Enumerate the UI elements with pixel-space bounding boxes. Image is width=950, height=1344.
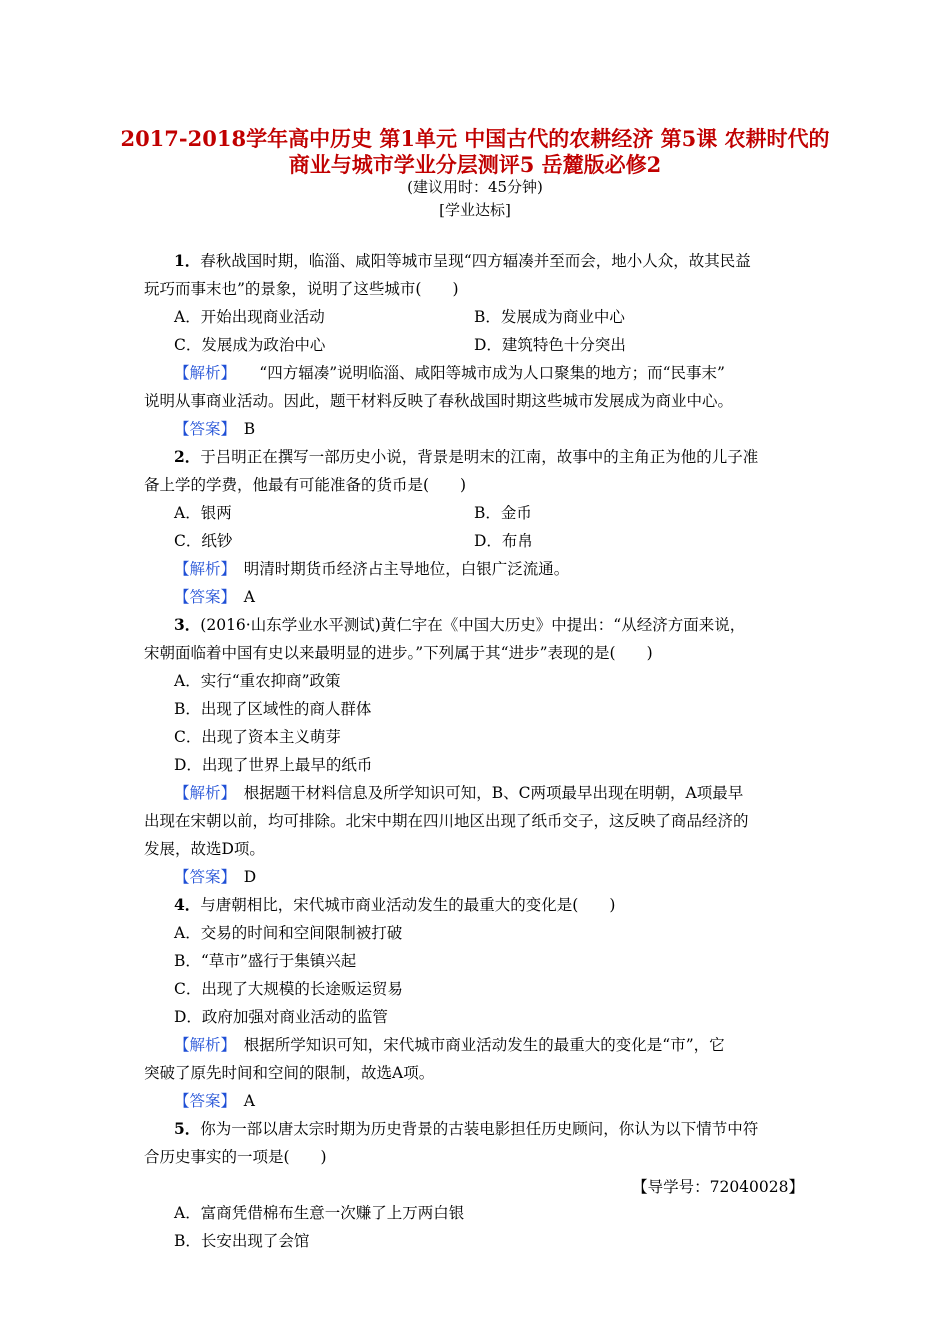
- q3-answer: 【答案】 D: [174, 868, 257, 886]
- q5-stem-line1: 5．你为一部以唐太宗时期为历史背景的古装电影担任历史顾问，你认为以下情节中符: [174, 1119, 759, 1138]
- q4-option-d: D．政府加强对商业活动的监管: [174, 1008, 388, 1026]
- q1-option-a: A．开始出现商业活动: [174, 308, 325, 326]
- section-heading: [学业达标]: [439, 201, 511, 219]
- q1-analysis-line1: 【解析】 “四方辐凑”说明临淄、咸阳等城市成为人口聚集的地方；而“民事末”: [174, 364, 725, 382]
- q2-stem-line2: 备上学的学费，他最有可能准备的货币是( ): [144, 476, 467, 494]
- q4-stem-line1: 4．与唐朝相比，宋代城市商业活动发生的最重大的变化是( ): [174, 895, 616, 914]
- document-title: 2017-2018学年高中历史 第1单元 中国古代的农耕经济 第5课 农耕时代的商业与城市学业分层测评5 岳麓版必修2: [120, 126, 830, 177]
- q4-option-a: A．交易的时间和空间限制被打破: [174, 924, 403, 942]
- q5-stem-line2: 合历史事实的一项是( ): [144, 1148, 327, 1166]
- q5-option-b: B．长安出现了会馆: [174, 1232, 310, 1250]
- q1-answer: 【答案】 B: [174, 420, 256, 438]
- q2-answer: 【答案】 A: [174, 588, 255, 606]
- q2-analysis-line1: 【解析】 明清时期货币经济占主导地位，白银广泛流通。: [174, 560, 570, 578]
- q1-option-b: B．发展成为商业中心: [474, 308, 625, 326]
- q2-option-b: B．金币: [474, 504, 532, 522]
- q1-analysis-line2: 说明从事商业活动。因此，题干材料反映了春秋战国时期这些城市发展成为商业中心。: [144, 392, 734, 410]
- q1-stem-line2: 玩巧而事末也”的景象，说明了这些城市( ): [144, 280, 459, 298]
- q2-stem-line1: 2．于吕明正在撰写一部历史小说，背景是明末的江南，故事中的主角正为他的儿子准: [174, 447, 759, 466]
- q3-analysis-line2: 出现在宋朝以前，均可排除。北宋中期在四川地区出现了纸币交子，这反映了商品经济的: [144, 812, 749, 830]
- guide-number: 【导学号：72040028】: [632, 1178, 804, 1196]
- q2-option-c: C．纸钞: [174, 532, 233, 550]
- q2-option-a: A．银两: [174, 504, 232, 522]
- q3-option-a: A．实行“重农抑商”政策: [174, 672, 341, 690]
- q2-option-d: D．布帛: [474, 532, 533, 550]
- q1-stem-line1: 1．春秋战国时期，临淄、咸阳等城市呈现“四方辐凑并至而会，地小人众，故其民益: [174, 251, 751, 270]
- q3-option-c: C．出现了资本主义萌芽: [174, 728, 341, 746]
- q4-analysis-line2: 突破了原先时间和空间的限制，故选A项。: [144, 1064, 435, 1082]
- q3-stem-line2: 宋朝面临着中国有史以来最明显的进步。”下列属于其“进步”表现的是( ): [144, 644, 653, 662]
- q4-analysis-line1: 【解析】 根据所学知识可知，宋代城市商业活动发生的最重大的变化是“市”，它: [174, 1036, 725, 1054]
- suggested-time: (建议用时：45分钟): [407, 178, 543, 196]
- q5-option-a: A．富商凭借棉布生意一次赚了上万两白银: [174, 1204, 465, 1222]
- q4-option-b: B．“草市”盛行于集镇兴起: [174, 952, 357, 970]
- q3-option-b: B．出现了区域性的商人群体: [174, 700, 372, 718]
- q3-option-d: D．出现了世界上最早的纸币: [174, 756, 373, 774]
- q3-analysis-line3: 发展，故选D项。: [144, 840, 265, 858]
- q4-answer: 【答案】 A: [174, 1092, 255, 1110]
- q3-stem-line1: 3．(2016·山东学业水平测试)黄仁宇在《中国大历史》中提出：“从经济方面来说，: [174, 615, 746, 634]
- q1-option-c: C．发展成为政治中心: [174, 336, 326, 354]
- q3-analysis-line1: 【解析】 根据题干材料信息及所学知识可知，B、C两项最早出现在明朝，A项最早: [174, 784, 744, 802]
- q4-option-c: C．出现了大规模的长途贩运贸易: [174, 980, 403, 998]
- q1-option-d: D．建筑特色十分突出: [474, 336, 626, 354]
